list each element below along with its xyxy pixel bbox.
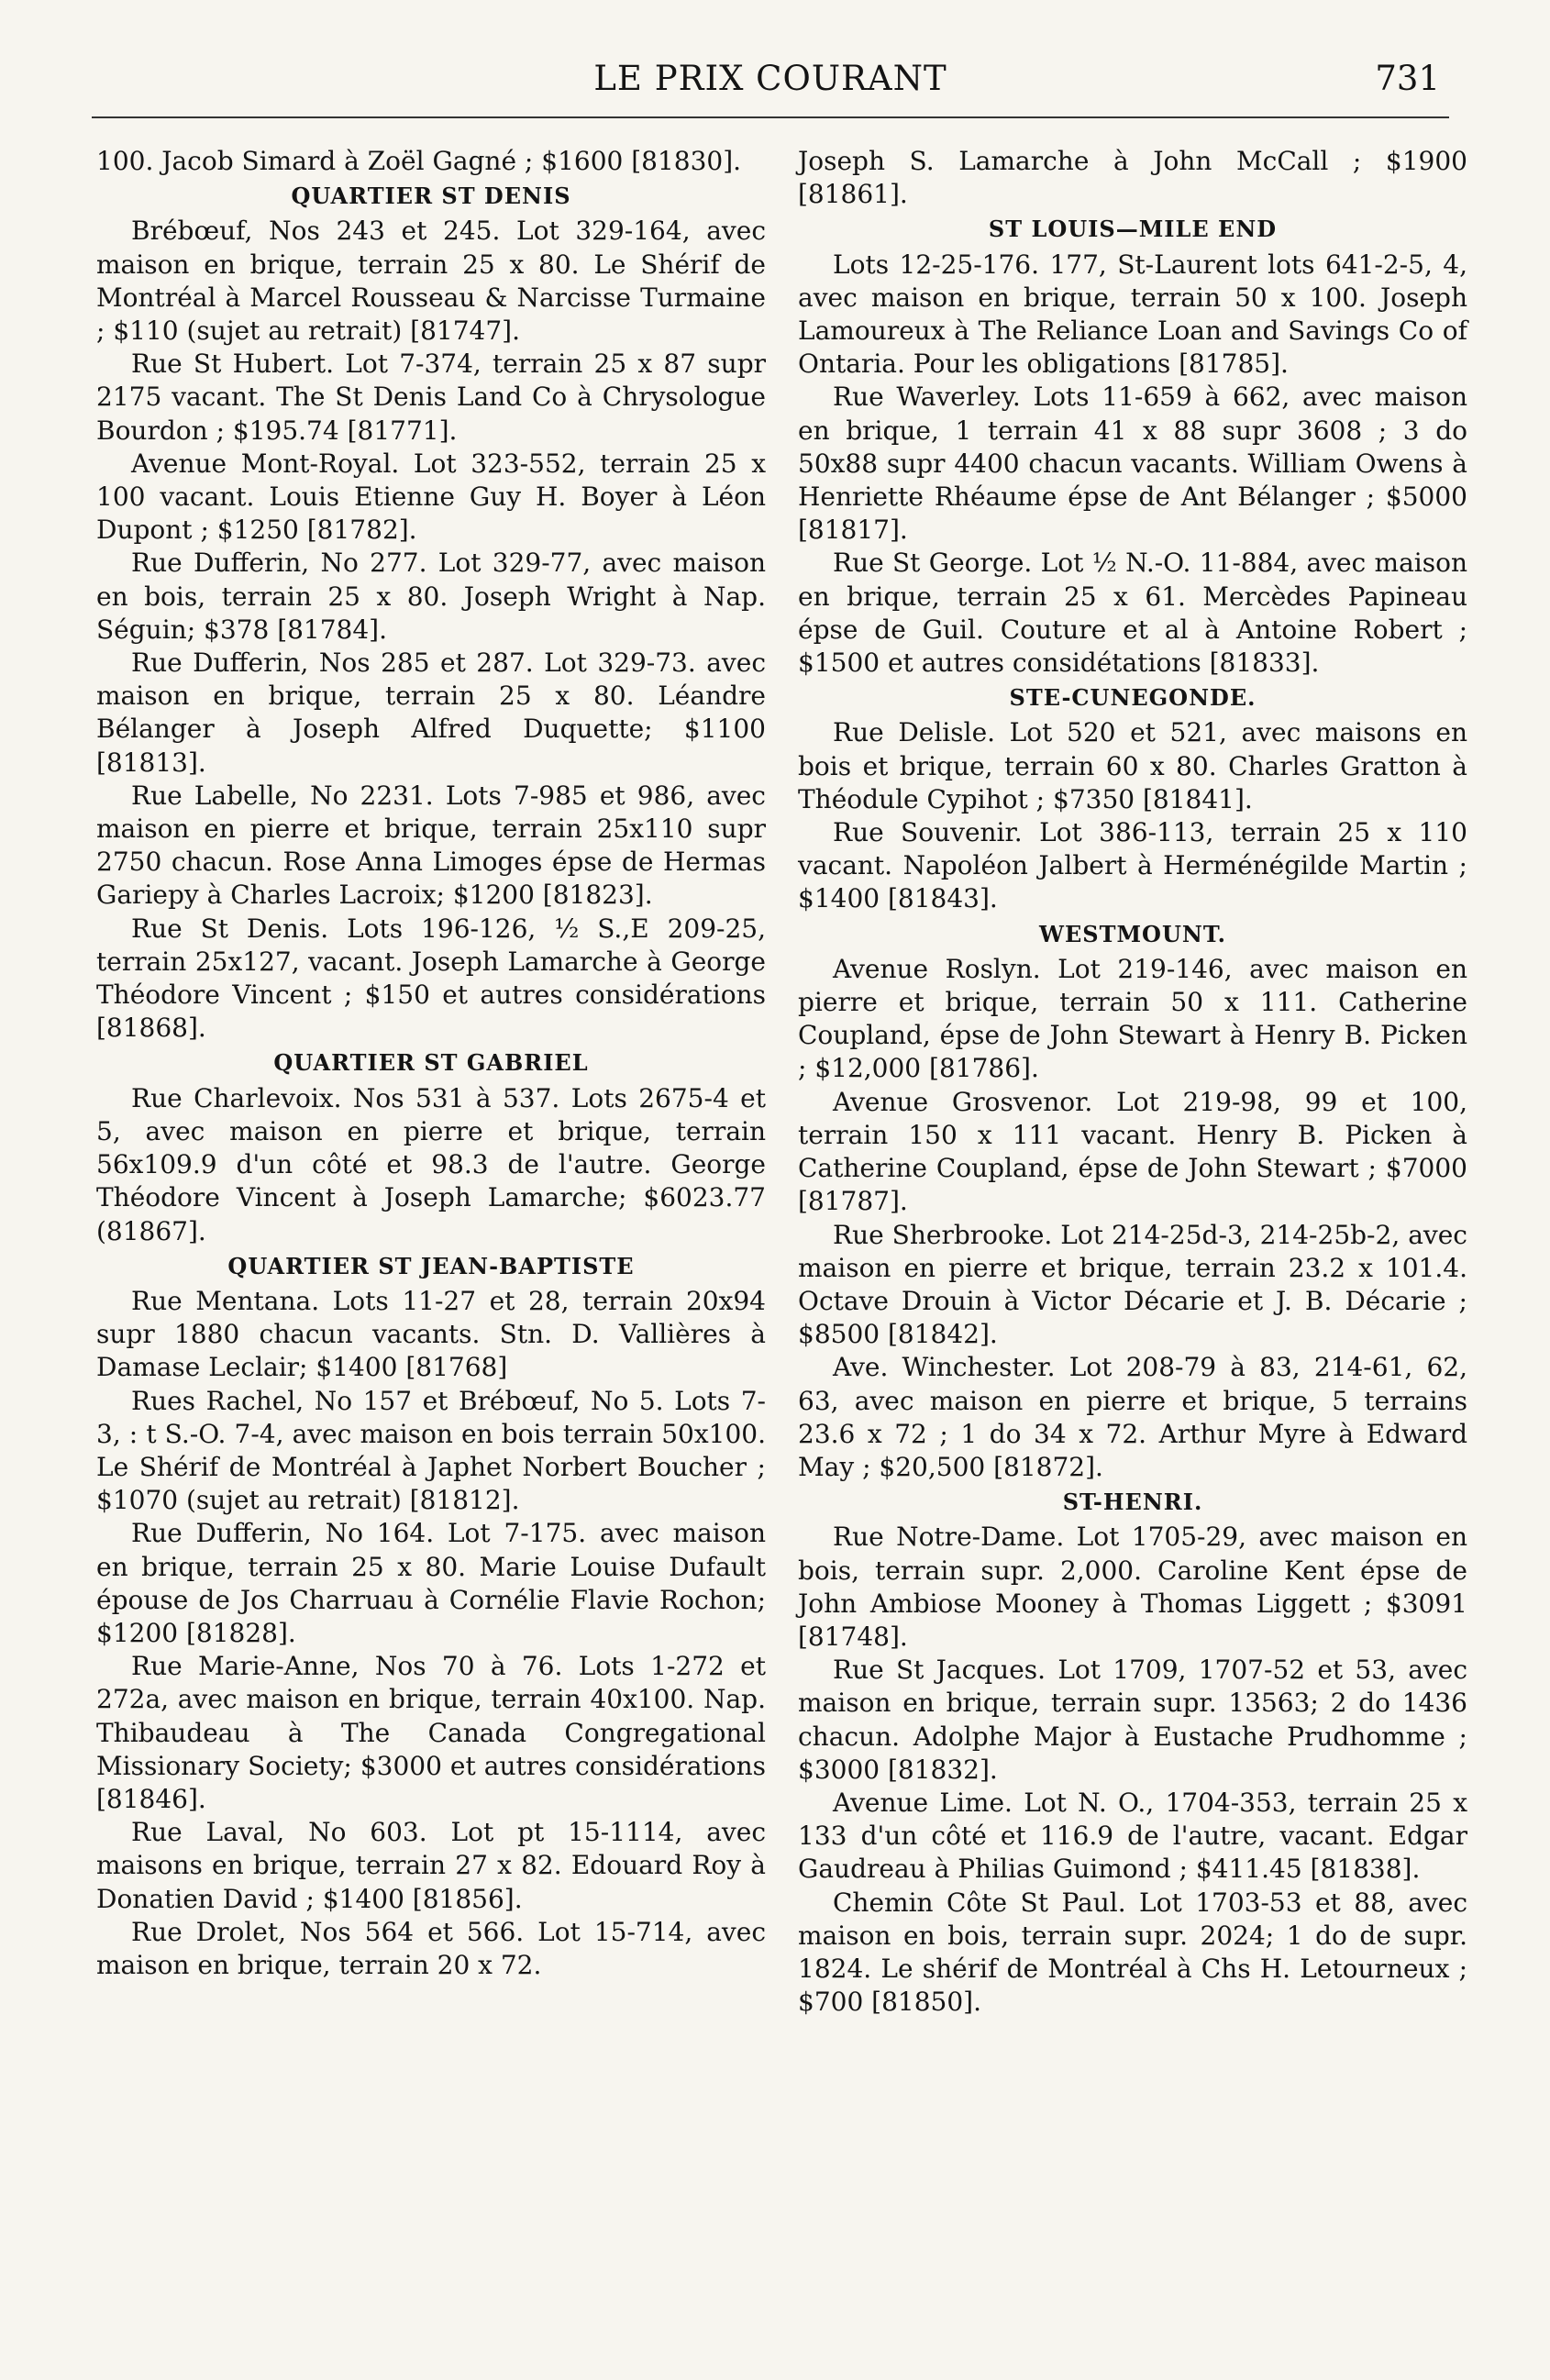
section-heading: QUARTIER ST DENIS bbox=[291, 183, 571, 210]
listing-entry: Rue Souvenir. Lot 386-113, terrain 25 x 110 vacant. Napoléon Jalbert à Herménégilde Martin ; $1400 [81843]. bbox=[798, 817, 1467, 914]
listing-entry: 100. Jacob Simard à Zoël Gagné ; $1600 [81830]. bbox=[96, 146, 742, 176]
listing-entry: Rue Marie-Anne, Nos 70 à 76. Lots 1-272 et 272a, avec maison en brique, terrain 40x100. Nap. Thibaudeau à The Canada Congregational Missionary Society; $3000 et autres considérations [81846]. bbox=[96, 1651, 766, 1814]
listing-entry: Lots 12-25-176. 177, St-Laurent lots 641-2-5, 4, avec maison en brique, terrain 50 x 100. Joseph Lamoureux à The Reliance Loan and Savings Co of Ontaria. Pour les obligations [81785]. bbox=[798, 249, 1467, 380]
listing-entry: Rue Dufferin, Nos 285 et 287. Lot 329-73. avec maison en brique, terrain 25 x 80. Léandre Bélanger à Joseph Alfred Duquette; $1100 [81813]. bbox=[96, 648, 766, 778]
listing-entry: Avenue Lime. Lot N. O., 1704-353, terrain 25 x 133 d'un côté et 116.9 de l'autre, vacant. Edgar Gaudreau à Philias Guimond ; $411.45 [81838]. bbox=[798, 1787, 1467, 1885]
listing-entry: Rue Drolet, Nos 564 et 566. Lot 15-714, avec maison en brique, terrain 20 x 72. bbox=[96, 1916, 766, 1980]
listing-entry: Rue Waverley. Lots 11-659 à 662, avec maison en brique, 1 terrain 41 x 88 supr 3608 ; 3 do 50x88 supr 4400 chacun vacants. William Owens à Henriette Rhéaume épse de Ant Bélanger ; $5000 [81817]. bbox=[798, 382, 1467, 546]
listing-entry: Ave. Winchester. Lot 208-79 à 83, 214-61, 62, 63, avec maison en pierre et brique, 5 terrains 23.6 x 72 ; 1 do 34 x 72. Arthur Myre à Edward May ; $20,500 [81872]. bbox=[798, 1352, 1467, 1482]
listing-entry: Rue St Jacques. Lot 1709, 1707-52 et 53, avec maison en brique, terrain supr. 13563; 2 do 1436 chacun. Adolphe Major à Eustache Prudhomme ; $3000 [81832]. bbox=[798, 1655, 1467, 1785]
listing-entry: Rue Delisle. Lot 520 et 521, avec maisons en bois et brique, terrain 60 x 80. Charles Gratton à Théodule Cypihot ; $7350 [81841]. bbox=[798, 717, 1467, 814]
listing-entry: Rue St Hubert. Lot 7-374, terrain 25 x 87 supr 2175 vacant. The St Denis Land Co à Chrysologue Bourdon ; $195.74 [81771]. bbox=[96, 349, 766, 446]
listing-entry: Rue Laval, No 603. Lot pt 15-1114, avec maisons en brique, terrain 27 x 82. Edouard Roy à Donatien David ; $1400 [81856]. bbox=[96, 1817, 766, 1914]
listing-entry: Rue Charlevoix. Nos 531 à 537. Lots 2675-4 et 5, avec maison en pierre et brique, terrain 56x109.9 d'un côté et 98.3 de l'autre. George Théodore Vincent à Joseph Lamarche; $6023.77 (81867]. bbox=[96, 1082, 766, 1246]
listing-entry: Rue Notre-Dame. Lot 1705-29, avec maison en bois, terrain supr. 2,000. Caroline Kent épse de John Ambiose Mooney à Thomas Liggett ; $3091 [81748]. bbox=[798, 1522, 1467, 1652]
page-header bbox=[92, 55, 1449, 110]
listing-entry: Brébœuf, Nos 243 et 245. Lot 329-164, avec maison en brique, terrain 25 x 80. Le Shérif de Montréal à Marcel Rousseau & Narcisse Turmaine ; $110 (sujet au retrait) [81747]. bbox=[96, 216, 766, 347]
listing-entry: Chemin Côte St Paul. Lot 1703-53 et 88, avec maison en bois, terrain supr. 2024; 1 do de supr. 1824. Le shérif de Montréal à Chs H. Letourneux ; $700 [81850]. bbox=[798, 1887, 1467, 2018]
listing-entry: Rue St George. Lot ½ N.-O. 11-884, avec maison en brique, terrain 25 x 61. Mercèdes Papineau épse de Guil. Couture et al à Antoine Robert ; $1500 et autres considétations [81833]. bbox=[798, 548, 1467, 679]
left-column bbox=[96, 145, 766, 1982]
section-heading: ST LOUIS—MILE END bbox=[988, 216, 1278, 243]
listing-entry: Avenue Grosvenor. Lot 219-98, 99 et 100, terrain 150 x 111 vacant. Henry B. Picken à Catherine Coupland, épse de John Stewart ; $7000 [81787]. bbox=[798, 1086, 1467, 1217]
listing-entry: Rue Mentana. Lots 11-27 et 28, terrain 20x94 supr 1880 chacun vacants. Stn. D. Vallières à Damase Leclair; $1400 [81768] bbox=[96, 1285, 766, 1383]
page-number: 731 bbox=[1375, 59, 1440, 98]
section-heading: WESTMOUNT. bbox=[1039, 920, 1226, 947]
right-column bbox=[798, 145, 1467, 2019]
listing-entry: Rue Labelle, No 2231. Lots 7-985 et 986, avec maison en pierre et brique, terrain 25x110 supr 2750 chacun. Rose Anna Limoges épse de Hermas Gariepy à Charles Lacroix; $1200 [81823]. bbox=[96, 780, 766, 911]
section-heading: ST-HENRI. bbox=[1062, 1489, 1203, 1516]
running-title: LE PRIX COURANT bbox=[593, 59, 947, 98]
listing-entry: Rues Rachel, No 157 et Brébœuf, No 5. Lots 7-3, : t S.-O. 7-4, avec maison en bois terrain 50x100. Le Shérif de Montréal à Japhet Norbert Boucher ; $1070 (sujet au retrait) [81812]. bbox=[96, 1385, 766, 1516]
listing-entry: Joseph S. Lamarche à John McCall ; $1900 [81861]. bbox=[798, 146, 1467, 210]
section-heading: QUARTIER ST JEAN-BAPTISTE bbox=[227, 1252, 635, 1279]
section-heading: QUARTIER ST GABRIEL bbox=[273, 1049, 589, 1077]
listing-entry: Avenue Roslyn. Lot 219-146, avec maison en pierre et brique, terrain 50 x 111. Catherine Coupland, épse de John Stewart à Henry B. Picken ; $12,000 [81786]. bbox=[798, 953, 1467, 1084]
listing-entry: Rue St Denis. Lots 196-126, ½ S.,E 209-25, terrain 25x127, vacant. Joseph Lamarche à George Théodore Vincent ; $150 et autres considérations [81868]. bbox=[96, 913, 766, 1044]
listing-entry: Avenue Mont-Royal. Lot 323-552, terrain 25 x 100 vacant. Louis Etienne Guy H. Boyer à Léon Dupont ; $1250 [81782]. bbox=[96, 448, 766, 546]
section-heading: STE-CUNEGONDE. bbox=[1009, 684, 1257, 712]
header-rule bbox=[92, 116, 1449, 118]
listing-entry: Rue Sherbrooke. Lot 214-25d-3, 214-25b-2, avec maison en pierre et brique, terrain 23.2 x 101.4. Octave Drouin à Victor Décarie et J. B. Décarie ; $8500 [81842]. bbox=[798, 1219, 1467, 1350]
listing-entry: Rue Dufferin, No 277. Lot 329-77, avec maison en bois, terrain 25 x 80. Joseph Wright à Nap. Séguin; $378 [81784]. bbox=[96, 548, 766, 645]
listing-entry: Rue Dufferin, No 164. Lot 7-175. avec maison en brique, terrain 25 x 80. Marie Louise Dufault épouse de Jos Charruau à Cornélie Flavie Rochon; $1200 [81828]. bbox=[96, 1518, 766, 1648]
